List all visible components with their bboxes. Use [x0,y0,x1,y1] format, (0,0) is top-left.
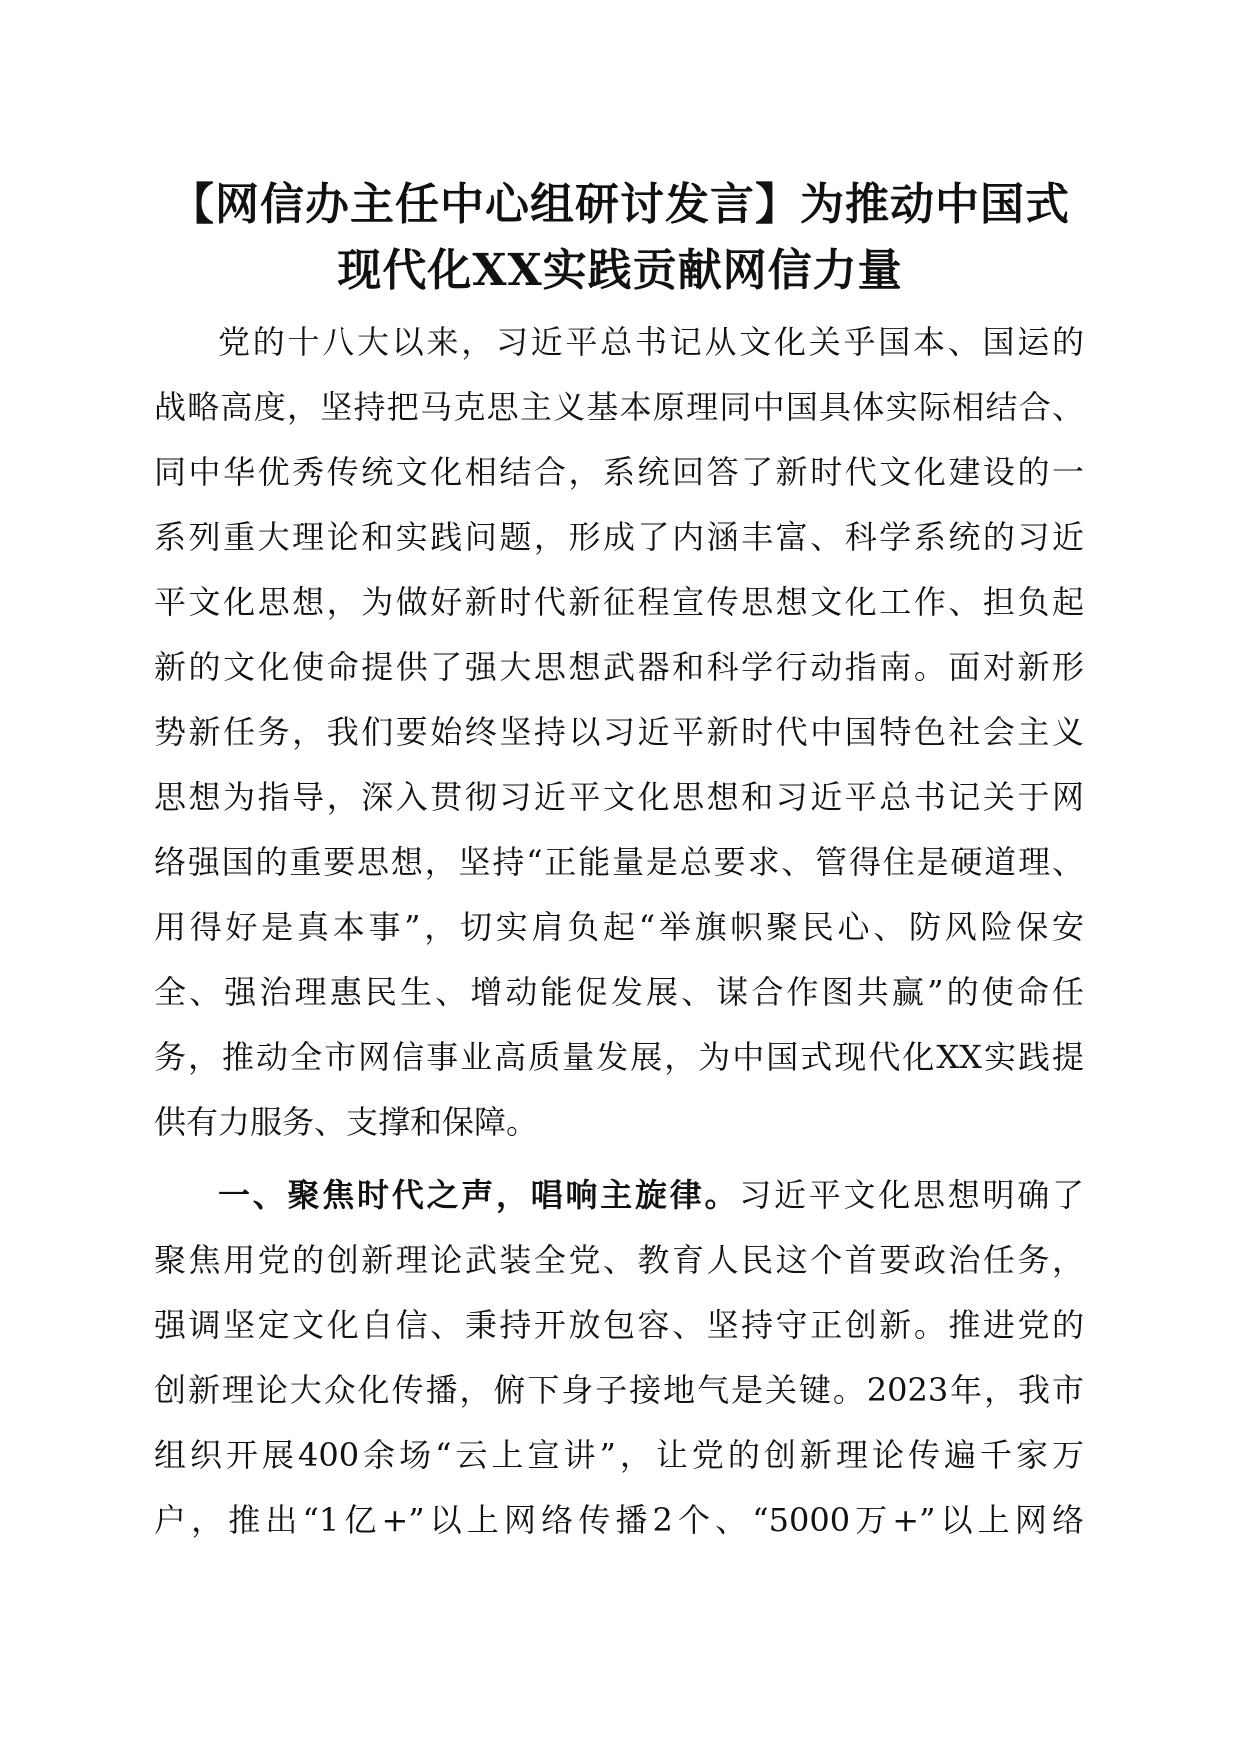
document-title-line-1: 【网信办主任中心组研讨发言】为推动中国式 [170,179,1070,230]
text-line: 战略高度，坚持把马克思主义基本原理同中国具体实际相结合、 [154,388,1084,426]
text-line: 平文化思想，为做好新时代新征程宣传思想文化工作、担负起 [154,583,1084,621]
document-title-line-2: 现代化XX实践贡献网信力量 [337,245,903,296]
text-line: 思想为指导，深入贯彻习近平文化思想和习近平总书记关于网 [154,778,1084,816]
text-line: 务，推动全市网信事业高质量发展，为中国式现代化XX实践提 [154,1038,1084,1076]
text-line: 新的文化使命提供了强大思想武器和科学行动指南。面对新形 [154,648,1084,686]
text-line: 聚焦用党的创新理论武装全党、教育人民这个首要政治任务， [154,1241,1084,1279]
text-line: 全、强治理惠民生、增动能促发展、谋合作图共赢”的使命任 [154,973,1084,1011]
section-1-first-line-text: 习近平文化思想明确了 [739,1176,1084,1214]
text-line: 党的十八大以来，习近平总书记从文化关乎国本、国运的 [218,323,1084,361]
text-line: 供有力服务、支撑和保障。 [154,1103,539,1141]
text-line: 户，推出“1亿+”以上网络传播2个、“5000万+”以上网络 [154,1501,1084,1539]
text-line: 创新理论大众化传播，俯下身子接地气是关键。2023年，我市 [154,1371,1084,1409]
section-1-heading: 一、聚焦时代之声，唱响主旋律。 [218,1176,740,1214]
section-1-first-line [154,1163,1084,1228]
text-line: 络强国的重要思想，坚持“正能量是总要求、管得住是硬道理、 [154,843,1084,881]
text-line: 系列重大理论和实践问题，形成了内涵丰富、科学系统的习近 [154,518,1084,556]
paragraph-intro [154,310,1084,1155]
document-body [154,310,1084,1553]
text-line: 同中华优秀传统文化相结合，系统回答了新时代文化建设的一 [154,453,1084,491]
section-1 [154,1163,1084,1553]
text-line: 势新任务，我们要始终坚持以习近平新时代中国特色社会主义 [154,713,1084,751]
text-line: 强调坚定文化自信、秉持开放包容、坚持守正创新。推进党的 [154,1306,1084,1344]
text-line: 用得好是真本事”，切实肩负起“举旗帜聚民心、防风险保安 [154,908,1084,946]
text-line: 组织开展400余场“云上宣讲”，让党的创新理论传遍千家万 [154,1436,1084,1474]
paragraph-gap [154,1155,1084,1163]
